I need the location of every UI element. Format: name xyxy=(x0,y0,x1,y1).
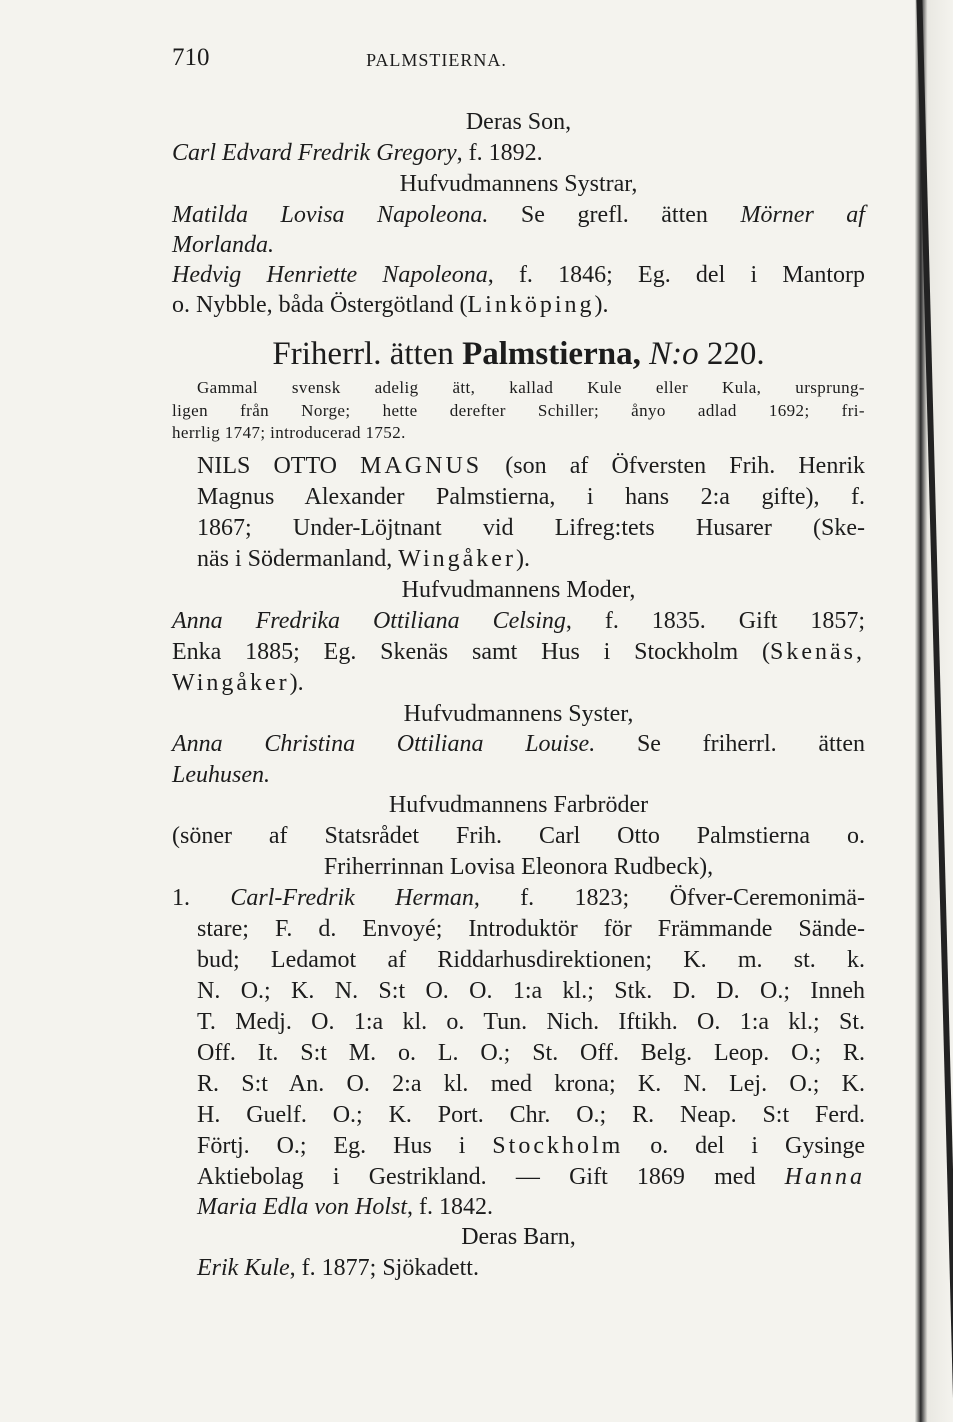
text-line xyxy=(172,669,304,697)
italic-name: Carl Edvard Fredrik Gregory xyxy=(172,140,457,166)
text-segment: Off. It. S:t M. o. L. O.; St. Off. Belg. Leop. O.; R. xyxy=(197,1040,865,1066)
text-line xyxy=(172,638,865,666)
text-segment: , f. 1842. xyxy=(407,1194,493,1220)
text-line xyxy=(172,853,865,881)
text-line xyxy=(172,576,865,604)
text-line xyxy=(197,483,865,511)
text-line xyxy=(172,822,865,850)
text-line xyxy=(172,201,865,229)
text-segment: Se grefl. ätten xyxy=(488,202,741,228)
text-line xyxy=(172,170,865,198)
text-segment: Friherrinnan Lovisa Eleonora Rudbeck), xyxy=(323,854,714,880)
text-line xyxy=(172,700,865,728)
text-segment: , f. 1846; Eg. del i Mantorp xyxy=(487,262,866,288)
text-line xyxy=(197,1163,865,1191)
text-segment: o. Nybble, båda Östergötland ( xyxy=(172,292,468,318)
text-segment: , f. 1823; Öfver-Ceremonimä- xyxy=(473,885,866,911)
text-segment: Se friherrl. ätten xyxy=(595,731,865,757)
text-line xyxy=(197,1039,865,1067)
text-segment: Aktiebolag i Gestrikland. — Gift 1869 med xyxy=(197,1164,785,1190)
text-segment: N. O.; K. N. S:t O. O. 1:a kl.; Stk. D. D. O.; Inneh xyxy=(197,978,865,1004)
text-line xyxy=(197,915,865,943)
text-line xyxy=(197,977,865,1005)
text-segment xyxy=(641,336,649,372)
text-segment: NILS OTTO xyxy=(197,453,361,479)
text-segment: (söner af Statsrådet Frih. Carl Otto Palmstierna o. xyxy=(172,823,865,849)
text-segment: , f. 1892. xyxy=(456,140,543,166)
italic-name: Erik Kule xyxy=(197,1255,290,1281)
text-segment: Linköping xyxy=(467,292,595,318)
italic-name: Morlanda. xyxy=(172,232,274,258)
text-segment: näs i Södermanland, xyxy=(197,546,399,572)
text-line xyxy=(172,419,406,447)
section-title xyxy=(172,336,865,372)
text-line xyxy=(172,139,543,167)
text-segment: (son af Öfversten Frih. Henrik xyxy=(482,453,865,479)
text-line xyxy=(172,791,865,819)
text-segment: , f. 1877; Sjökadett. xyxy=(289,1255,479,1281)
italic-name: Anna Fredrika Ottiliana Celsing xyxy=(172,608,566,634)
text-line xyxy=(172,1223,865,1251)
text-line xyxy=(172,261,865,289)
italic-name: Mörner af xyxy=(740,202,865,228)
text-line xyxy=(197,1132,865,1160)
text-segment: Palmstierna, xyxy=(462,336,641,372)
text-segment: 1867; Under-Löjtnant vid Lifreg:tets Husarer (Ske- xyxy=(197,515,865,541)
running-head: PALMSTIERNA. xyxy=(366,50,507,70)
text-segment: Deras Son, xyxy=(465,109,572,135)
text-line xyxy=(197,1193,493,1221)
text-line xyxy=(172,884,865,912)
text-segment: ). xyxy=(289,670,304,696)
text-line xyxy=(172,231,274,259)
text-segment: Wingåker xyxy=(172,670,290,696)
text-segment: Gammal svensk adelig ätt, kallad Kule eller Kula, ursprung- xyxy=(197,378,865,397)
text-segment: ligen från Norge; hette derefter Schiller; ånyo adlad 1692; fri- xyxy=(172,401,865,420)
text-segment: o. del i Gysinge xyxy=(623,1133,865,1159)
text-line xyxy=(172,730,865,758)
italic-name: Matilda Lovisa Napoleona. xyxy=(172,202,489,228)
text-segment: ). xyxy=(594,292,609,318)
text-segment: R. S:t An. O. 2:a kl. med krona; K. N. Lej. O.; K. xyxy=(197,1071,865,1097)
text-segment: Magnus Alexander Palmstierna, i hans 2:a gifte), f. xyxy=(197,484,865,510)
text-line xyxy=(197,1101,865,1129)
text-segment: Förtj. O.; Eg. Hus i xyxy=(197,1133,493,1159)
text-line xyxy=(197,946,865,974)
italic-name: Maria Edla von Holst xyxy=(197,1194,407,1220)
text-line xyxy=(197,1070,865,1098)
page-number: 710 xyxy=(172,44,210,71)
text-segment: 220. xyxy=(698,336,765,372)
text-segment: Hufvudmannens Syster, xyxy=(403,701,634,727)
text-line xyxy=(172,607,865,635)
italic-name: N:o xyxy=(649,336,699,372)
text-segment: , f. 1835. Gift 1857; xyxy=(565,608,866,634)
text-segment: Hufvudmannens Systrar, xyxy=(399,171,638,197)
text-line xyxy=(197,1008,865,1036)
text-segment: MAGNUS xyxy=(360,453,483,479)
text-segment: H. Guelf. O.; K. Port. Chr. O.; R. Neap. S:t Ferd. xyxy=(197,1102,865,1128)
text-segment: Skenäs, xyxy=(770,639,865,665)
text-segment: ). xyxy=(515,546,530,572)
text-segment: Enka 1885; Eg. Skenäs samt Hus i Stockholm ( xyxy=(172,639,770,665)
text-segment: Wingåker xyxy=(398,546,516,572)
text-line xyxy=(197,545,530,573)
italic-name: Leuhusen. xyxy=(172,762,270,788)
italic-name: Hanna xyxy=(784,1164,865,1190)
text-segment: T. Medj. O. 1:a kl. o. Tun. Nich. Iftikh. O. 1:a kl.; St. xyxy=(197,1009,865,1035)
text-line xyxy=(197,514,865,542)
italic-name: Anna Christina Ottiliana Louise. xyxy=(172,731,596,757)
text-segment: Friherrl. ätten xyxy=(272,336,463,372)
text-segment: Hufvudmannens Moder, xyxy=(401,577,636,603)
text-segment: Deras Barn, xyxy=(461,1224,576,1250)
text-line xyxy=(197,1254,479,1282)
text-segment: Stockholm xyxy=(492,1133,624,1159)
text-segment: herrlig 1747; introducerad 1752. xyxy=(172,423,406,442)
text-line xyxy=(172,291,609,319)
text-segment: bud; Ledamot af Riddarhusdirektionen; K. m. st. k. xyxy=(197,947,865,973)
italic-name: Carl-Fredrik Herman xyxy=(230,885,474,911)
text-segment: Hufvudmannens Farbröder xyxy=(388,792,649,818)
italic-name: Hedvig Henriette Napoleona xyxy=(172,262,488,288)
text-segment: stare; F. d. Envoyé; Introduktör för Främmande Sände- xyxy=(197,916,865,942)
text-line xyxy=(197,452,865,480)
text-line xyxy=(172,761,270,789)
text-segment: 1. xyxy=(172,885,231,911)
text-line xyxy=(172,108,865,136)
